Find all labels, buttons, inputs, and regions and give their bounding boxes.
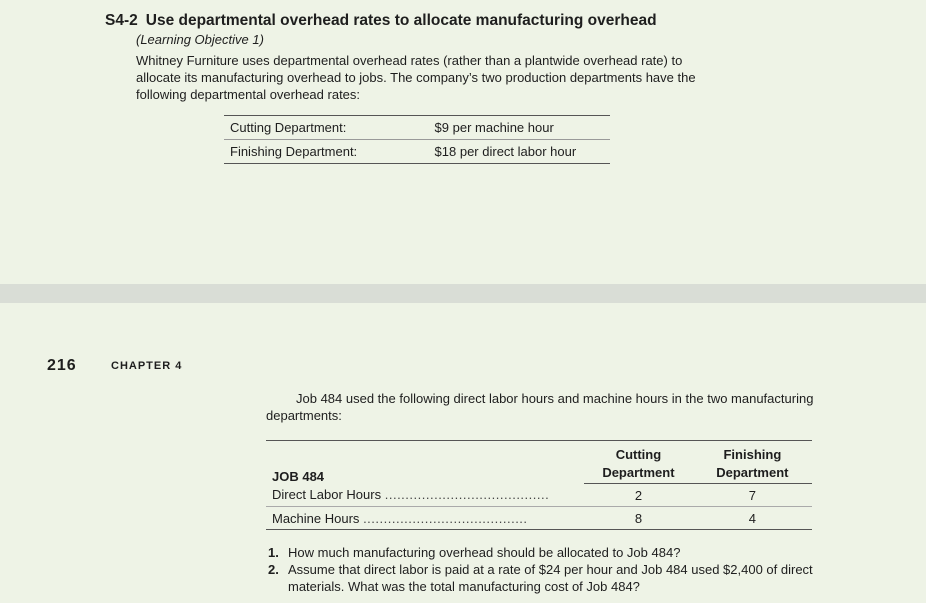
- job-intro: Job 484 used the following direct labor hours and machine hours in the two manufacturing departments:: [266, 391, 814, 423]
- list-item: [266, 561, 826, 595]
- exercise-number: S4-2: [105, 12, 138, 29]
- list-item: [266, 544, 826, 561]
- exercise-title: Use departmental overhead rates to allocate manufacturing overhead: [145, 12, 657, 29]
- rate-row: [224, 116, 610, 140]
- finishing-value: 7: [693, 484, 812, 507]
- table-row: [266, 507, 812, 530]
- exercise-body: Whitney Furniture uses departmental overhead rates (rather than a plantwide overhead rate) to allocate its manufacturing overhead to jobs. The company’s two production departments have the following departmental overhead rates:: [136, 53, 696, 102]
- finishing-header-line1: Finishing: [693, 441, 812, 464]
- table-row: [266, 484, 812, 507]
- cutting-value: 8: [584, 507, 693, 530]
- job-hours-table: [266, 440, 812, 530]
- finishing-value: 4: [693, 507, 812, 530]
- textbook-page-bottom: [0, 303, 926, 603]
- cutting-header-line1: Cutting: [584, 441, 693, 464]
- job-table-header-row: [266, 441, 812, 464]
- overhead-rate-table: [224, 115, 610, 164]
- textbook-page-top: [0, 0, 926, 284]
- page-number: 216: [47, 357, 77, 374]
- row-label: [266, 507, 584, 530]
- question-number: 2.: [268, 562, 279, 577]
- rate-dept: Cutting Department:: [224, 116, 383, 140]
- chapter-label: CHAPTER 4: [111, 360, 183, 372]
- row-label-text: Direct Labor Hours: [272, 487, 382, 503]
- leader-dots: [385, 487, 550, 502]
- row-label-text: Machine Hours: [272, 510, 360, 526]
- job-table-label-header: JOB 484: [266, 441, 584, 484]
- leader-dots: [363, 511, 528, 526]
- exercise-heading: [105, 12, 657, 30]
- rate-value: $9 per machine hour: [383, 116, 610, 140]
- question-list: [266, 544, 826, 595]
- question-number: 1.: [268, 545, 279, 560]
- page-separator: [0, 284, 926, 303]
- question-text: How much manufacturing overhead should be allocated to Job 484?: [288, 545, 681, 560]
- row-label: [266, 484, 584, 507]
- cutting-value: 2: [584, 484, 693, 507]
- learning-objective: (Learning Objective 1): [136, 32, 264, 47]
- finishing-header-line2: Department: [693, 463, 812, 484]
- rate-value: $18 per direct labor hour: [383, 140, 610, 164]
- rate-dept: Finishing Department:: [224, 140, 383, 164]
- question-text: Assume that direct labor is paid at a rate of $24 per hour and Job 484 used $2,400 of direct materials. What was the total manufacturing cost of Job 484?: [288, 562, 813, 594]
- cutting-header-line2: Department: [584, 463, 693, 484]
- rate-row: [224, 140, 610, 164]
